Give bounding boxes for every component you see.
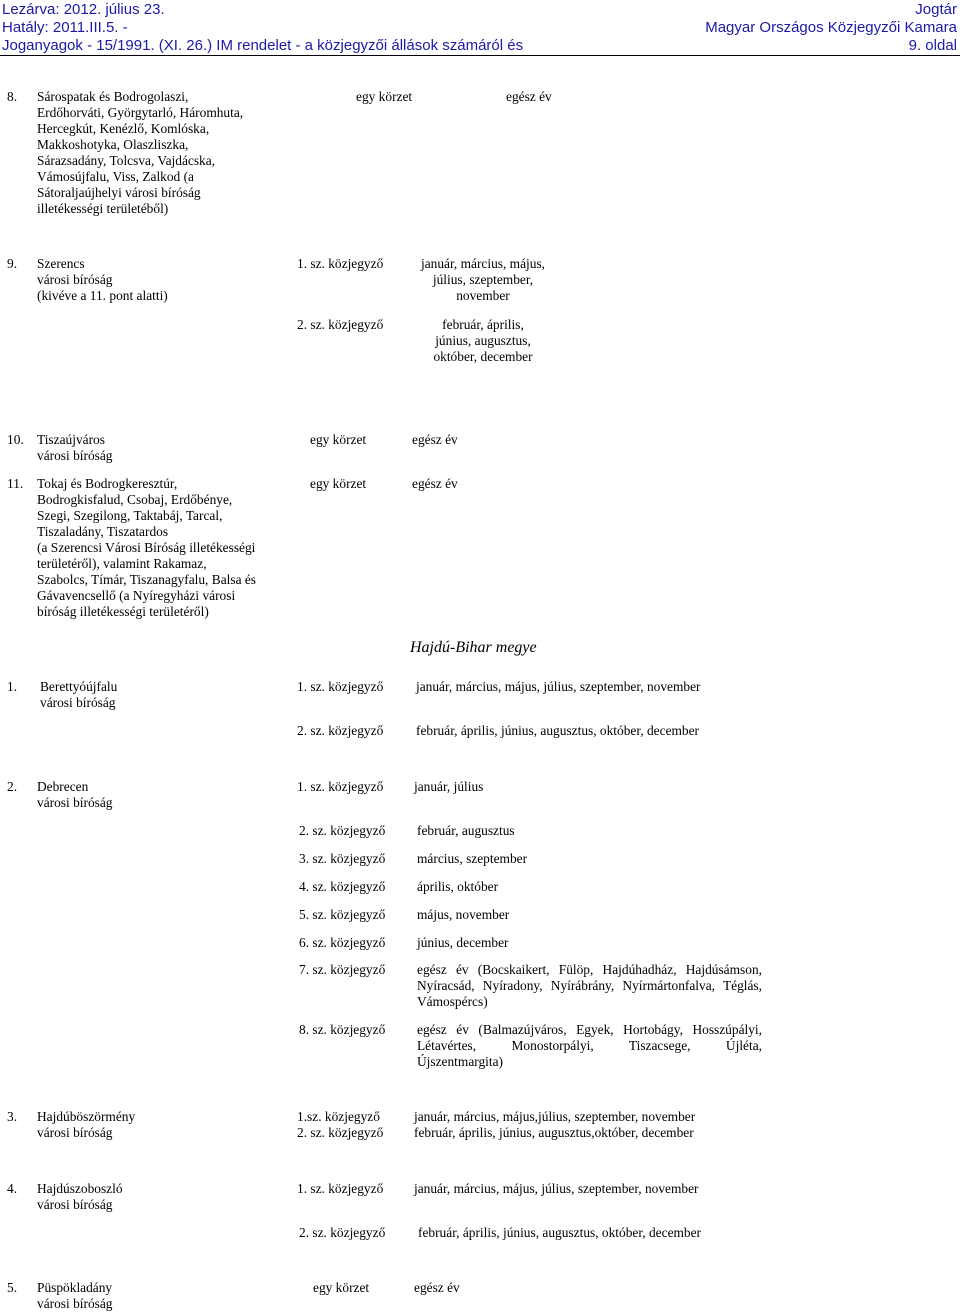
entry-court-text: [37, 476, 297, 620]
months-line: február, április,: [442, 317, 524, 332]
entry-number: 2.: [7, 779, 18, 794]
court-line: városi bíróság: [37, 448, 113, 463]
notary-number: 2. sz. közjegyző: [297, 317, 384, 332]
court-line: Sátoraljaújhelyi városi bíróság: [37, 185, 201, 200]
entry-number: 5.: [7, 1280, 18, 1295]
notary-schedule: egész év: [412, 432, 458, 447]
notary-number: 6. sz. közjegyző: [299, 935, 386, 950]
header-page-number: 9. oldal: [908, 37, 957, 54]
court-line: városi bíróság: [37, 1125, 113, 1140]
notary-months: január, július: [414, 779, 484, 794]
header-divider: [0, 55, 960, 56]
notary-months: [417, 1022, 762, 1070]
entry-number: 10.: [7, 432, 24, 447]
notary-schedule: egész év: [506, 89, 552, 104]
notary-number: 1. sz. közjegyző: [297, 779, 384, 794]
court-line: Tokaj és Bodrogkeresztúr,: [37, 476, 178, 491]
court-line: (a Szerencsi Városi Bíróság illetékességi: [37, 540, 256, 555]
county-heading: Hajdú-Bihar megye: [410, 639, 537, 656]
notary-number: 2. sz. közjegyző: [297, 723, 384, 738]
notary-number: 2. sz. közjegyző: [299, 823, 386, 838]
months-line: november: [456, 288, 510, 303]
entry-court-text: [37, 1181, 237, 1213]
months-line: január, március, május,: [420, 256, 546, 271]
court-line: területéről), valamint Rakamaz,: [37, 556, 207, 571]
entry-number: 3.: [7, 1109, 18, 1124]
notary-months: április, október: [417, 879, 499, 894]
notary-months: [417, 962, 762, 1010]
court-line: városi bíróság: [37, 1197, 113, 1212]
header-source: Jogtár: [915, 1, 957, 18]
notary-number: 2. sz. közjegyző: [297, 1125, 384, 1140]
header-closed-date: Lezárva: 2012. július 23.: [2, 1, 165, 18]
header-publisher: Magyar Országos Közjegyzői Kamara: [705, 19, 957, 36]
court-line: Hercegkút, Kenézlő, Komlóska,: [37, 121, 210, 136]
entry-court-text: [37, 1280, 237, 1312]
notary-months: június, december: [417, 935, 509, 950]
months-line: Nyíracsád, Nyíradony, Nyírábrány, Nyírmártonfalva, Téglás,: [417, 978, 762, 993]
court-line: Hajdúszoboszló: [37, 1181, 123, 1196]
notary-district: egy körzet: [310, 476, 367, 491]
court-line: Hajdúböszörmény: [37, 1109, 136, 1124]
court-line: városi bíróság: [40, 695, 116, 710]
court-line: Sárospatak és Bodrogolaszi,: [37, 89, 189, 104]
court-line: Bodrogkisfalud, Csobaj, Erdőbénye,: [37, 492, 233, 507]
notary-number: 5. sz. közjegyző: [299, 907, 386, 922]
months-line: október, december: [433, 349, 533, 364]
notary-number: 4. sz. közjegyző: [299, 879, 386, 894]
notary-number: 3. sz. közjegyző: [299, 851, 386, 866]
entry-court-text: [37, 1109, 237, 1141]
header-effective-date: Hatály: 2011.III.5. -: [2, 19, 128, 36]
notary-district: egy körzet: [313, 1280, 370, 1295]
notary-months: február, augusztus: [417, 823, 515, 838]
entry-court-text: [37, 779, 237, 811]
court-line: Sárazsadány, Tolcsva, Vajdácska,: [37, 153, 216, 168]
notary-schedule: egész év: [412, 476, 458, 491]
notary-number: 8. sz. közjegyző: [299, 1022, 386, 1037]
court-line: Szerencs: [37, 256, 85, 271]
entry-number: 8.: [7, 89, 18, 104]
court-line: Berettyóújfalu: [40, 679, 118, 694]
court-line: Vámosújfalu, Viss, Zalkod (a: [37, 169, 195, 184]
court-line: (kivéve a 11. pont alatti): [37, 288, 168, 303]
court-line: Püspökladány: [37, 1280, 113, 1295]
notary-number: 1. sz. közjegyző: [297, 1181, 384, 1196]
entry-court-text: [37, 256, 287, 304]
court-line: Gávavencsellő (a Nyíregyházi városi: [37, 588, 236, 603]
notary-number: 1.sz. közjegyző: [297, 1109, 380, 1124]
court-line: Szegi, Szegilong, Taktabáj, Tarcal,: [37, 508, 223, 523]
notary-months: február, április, június, augusztus, október, december: [416, 723, 700, 738]
court-line: Tiszaladány, Tiszatardos: [37, 524, 169, 539]
entry-court-text: [37, 432, 237, 464]
court-line: városi bíróság: [37, 795, 113, 810]
court-line: városi bíróság: [37, 272, 113, 287]
header-document-title: Joganyagok - 15/1991. (XI. 26.) IM rendelet - a közjegyzői állások számáról és: [2, 37, 524, 54]
court-line: bíróság illetékességi területéről): [37, 604, 209, 619]
entry-court-text: [37, 89, 297, 217]
months-line: Létavértes, Monostorpályi, Tiszacsege, Újléta,: [417, 1038, 762, 1053]
notary-number: 1. sz. közjegyző: [297, 256, 384, 271]
months-line: június, augusztus,: [435, 333, 531, 348]
notary-months: [398, 256, 568, 304]
notary-months: január, március, május, július, szeptember, november: [414, 1181, 699, 1196]
entry-number: 9.: [7, 256, 18, 271]
notary-number: 2. sz. közjegyző: [299, 1225, 386, 1240]
notary-schedule: egész év: [414, 1280, 460, 1295]
court-line: városi bíróság: [37, 1296, 113, 1311]
court-line: illetékességi területéből): [37, 201, 169, 216]
court-line: Makkoshotyka, Olaszliszka,: [37, 137, 189, 152]
entry-court-text: [40, 679, 240, 711]
entry-number: 1.: [7, 679, 18, 694]
months-line: Újszentmargita): [417, 1054, 504, 1069]
months-line: Vámospércs): [417, 994, 488, 1009]
notary-months: február, április, június, augusztus, október, december: [418, 1225, 702, 1240]
months-line: egész év (Balmazújváros, Egyek, Hortobágy, Hosszúpályi,: [417, 1022, 762, 1037]
notary-months: március, szeptember: [417, 851, 528, 866]
notary-months: január, március, május, július, szeptember, november: [416, 679, 701, 694]
notary-number: 7. sz. közjegyző: [299, 962, 386, 977]
court-line: Erdőhorváti, Györgytarló, Háromhuta,: [37, 105, 244, 120]
entry-number: 4.: [7, 1181, 18, 1196]
months-line: július, szeptember,: [432, 272, 534, 287]
notary-number: 1. sz. közjegyző: [297, 679, 384, 694]
notary-district: egy körzet: [356, 89, 413, 104]
notary-district: egy körzet: [310, 432, 367, 447]
court-line: Debrecen: [37, 779, 89, 794]
notary-months: [398, 317, 568, 365]
court-line: Tiszaújváros: [37, 432, 105, 447]
notary-months: január, március, május,július, szeptember, november: [414, 1109, 696, 1124]
entry-number: 11.: [7, 476, 24, 491]
notary-months: február, április, június, augusztus,október, december: [414, 1125, 694, 1140]
court-line: Szabolcs, Tímár, Tiszanagyfalu, Balsa és: [37, 572, 257, 587]
notary-months: május, november: [417, 907, 510, 922]
months-line: egész év (Bocskaikert, Fülöp, Hajdúhadház, Hajdúsámson,: [417, 962, 762, 977]
